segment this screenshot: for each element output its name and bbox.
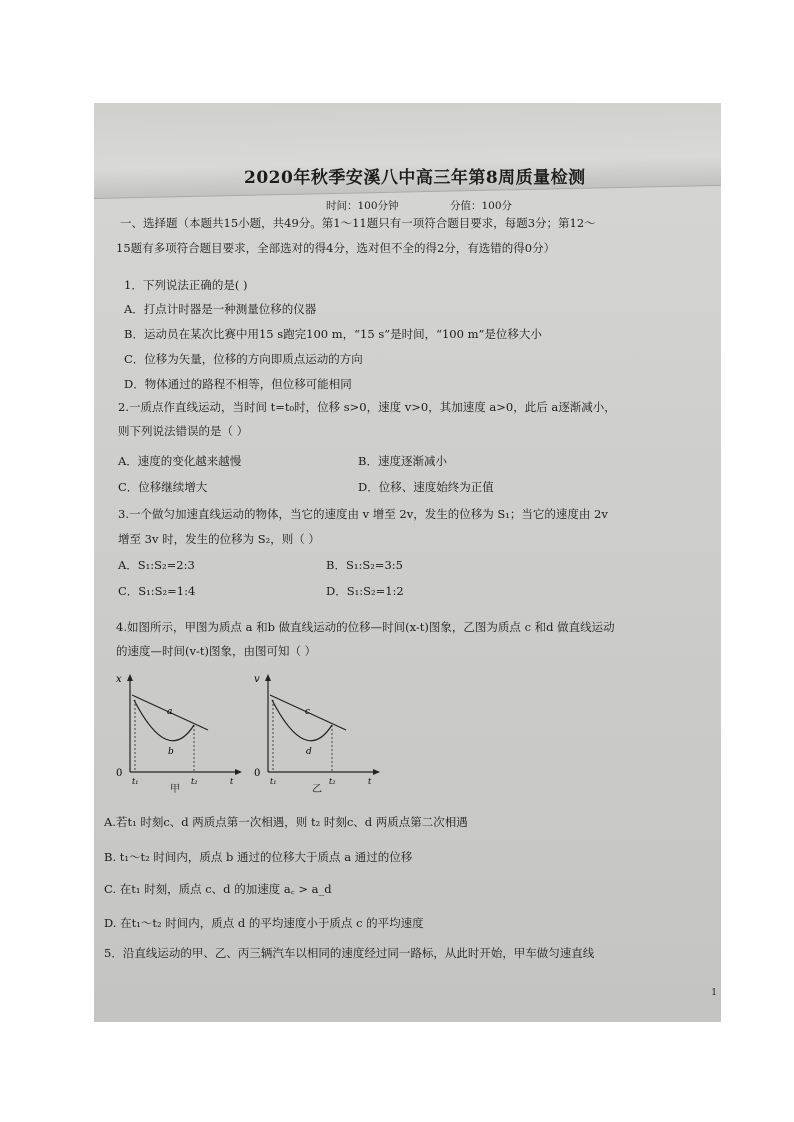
graph-yi-caption: 乙 xyxy=(312,784,322,795)
q2-option-b: B．速度逐渐减小 xyxy=(358,454,447,468)
section-header-line2: 15题有多项符合题目要求，全部选对的得4分，选对但不全的得2分，有选错的得0分） xyxy=(116,241,556,255)
scanned-page xyxy=(94,103,721,1022)
graph-yi-y-arrow xyxy=(265,674,271,681)
q3-stem-line1: 3.一个做匀加速直线运动的物体，当它的速度由 v 增至 2v，发生的位移为 S₁；当它的速度由 2v xyxy=(118,507,608,521)
q4-option-a: A.若t₁ 时刻c、d 两质点第一次相遇，则 t₂ 时刻c、d 两质点第二次相遇 xyxy=(104,815,468,829)
q2-option-c: C．位移继续增大 xyxy=(118,480,208,494)
q3-option-d: D．S₁:S₂=1:2 xyxy=(326,584,404,598)
time-label: 时间：100分钟 xyxy=(326,200,399,212)
graph-jia-origin: 0 xyxy=(116,768,123,779)
q1-option-b: B．运动员在某次比赛中用15 s跑完100 m，“15 s”是时间，“100 m”是位移大小 xyxy=(124,327,542,341)
q4-option-c: C. 在t₁ 时刻，质点 c、d 的加速度 a꜀ > a_d xyxy=(104,882,332,896)
graph-yi-label-d: d xyxy=(306,747,312,757)
graph-jia-t2: t₂ xyxy=(191,777,198,786)
graph-jia-label-a: a xyxy=(167,707,173,717)
q2-stem-line1: 2.一质点作直线运动，当时间 t=t₀时，位移 s>0，速度 v>0，其加速度 a>0，此后 a逐渐减小， xyxy=(118,400,616,414)
graph-jia xyxy=(112,670,247,790)
graph-jia-label-b: b xyxy=(168,747,174,757)
graph-yi-curve-d xyxy=(272,700,332,741)
q4-option-d: D. 在t₁～t₂ 时间内，质点 d 的平均速度小于质点 c 的平均速度 xyxy=(104,916,424,930)
q4-stem-line2: 的速度—时间(v-t)图象，由图可知（ ） xyxy=(116,644,317,658)
exam-title: 2020年秋季安溪八中高三年第8周质量检测 xyxy=(244,168,586,188)
graph-yi xyxy=(250,670,385,790)
q3-stem-line2: 增至 3v 时，发生的位移为 S₂，则（ ） xyxy=(118,532,320,546)
section-header-line1: 一、选择题（本题共15小题，共49分。第1～11题只有一项符合题目要求，每题3分；第12～ xyxy=(120,216,596,230)
q4-stem-line1: 4.如图所示，甲图为质点 a 和b 做直线运动的位移—时间(x-t)图象，乙图为质点 c 和d 做直线运动 xyxy=(116,620,615,634)
q1-option-c: C．位移为矢量，位移的方向即质点运动的方向 xyxy=(124,352,363,366)
graph-yi-ylabel: v xyxy=(254,674,260,685)
q2-option-a: A．速度的变化越来越慢 xyxy=(118,454,242,468)
q1-stem: 1．下列说法正确的是( ) xyxy=(124,278,248,292)
score-label: 分值：100分 xyxy=(450,200,513,212)
graph-jia-curve-b xyxy=(134,700,194,741)
graph-yi-t2: t₂ xyxy=(329,777,336,786)
q3-option-a: A．S₁:S₂=2:3 xyxy=(118,558,195,572)
q1-option-d: D．物体通过的路程不相等，但位移可能相同 xyxy=(124,377,352,391)
graph-yi-label-c: c xyxy=(305,707,311,717)
graph-jia-ylabel: x xyxy=(116,674,122,685)
q3-option-c: C．S₁:S₂=1:4 xyxy=(118,584,196,598)
q1-option-a: A．打点计时器是一种测量位移的仪器 xyxy=(124,302,317,316)
q2-option-d: D．位移、速度始终为正值 xyxy=(358,480,494,494)
graph-jia-x-arrow xyxy=(235,769,242,775)
page-number: 1 xyxy=(711,988,717,998)
q2-stem-line2: 则下列说法错误的是（ ） xyxy=(118,424,249,438)
q4-option-b: B. t₁～t₂ 时间内，质点 b 通过的位移大于质点 a 通过的位移 xyxy=(104,850,413,864)
graph-yi-t: t xyxy=(368,777,372,786)
graph-jia-t1: t₁ xyxy=(132,777,139,786)
graph-yi-x-arrow xyxy=(373,769,380,775)
q3-option-b: B．S₁:S₂=3:5 xyxy=(326,558,403,572)
graph-yi-origin: 0 xyxy=(254,768,261,779)
graph-yi-t1: t₁ xyxy=(270,777,277,786)
graph-jia-caption: 甲 xyxy=(170,784,180,795)
graph-jia-y-arrow xyxy=(127,674,133,681)
q5-stem-line1: 5．沿直线运动的甲、乙、丙三辆汽车以相同的速度经过同一路标，从此时开始，甲车做匀速直线 xyxy=(104,946,595,960)
graph-jia-t: t xyxy=(230,777,234,786)
